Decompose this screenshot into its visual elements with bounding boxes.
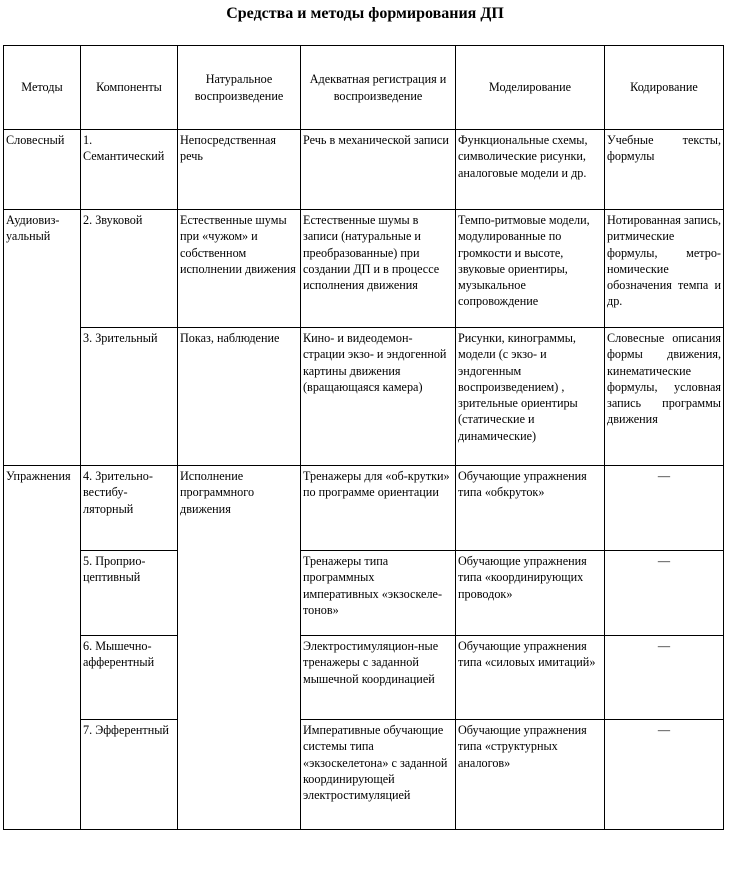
table-row [4, 130, 724, 210]
header-coding: Кодирование [605, 46, 724, 130]
cell-adequate: Речь в механической записи [301, 130, 456, 210]
cell-natural: Исполнение программного движения [178, 466, 301, 830]
table-row [4, 636, 724, 720]
cell-method: Аудиовиз-уальный [4, 210, 81, 466]
cell-component: 5. Проприо-цептивный [81, 551, 178, 636]
table-row [4, 328, 724, 466]
cell-modeling: Темпо-ритмовые модели, модулированные по громкости и высоте, звуковые ориентиры, музыкальное сопровождение [456, 210, 605, 328]
cell-component: 2. Звуковой [81, 210, 178, 328]
cell-coding: — [605, 636, 724, 720]
cell-coding: Нотированная запись, ритмические формулы, метро-номические обозначения темпа и др. [605, 210, 724, 328]
header-modeling: Моделирование [456, 46, 605, 130]
table-row [4, 551, 724, 636]
cell-adequate: Императивные обучающие системы типа «экзоскелетона» с заданной координирующей электростимуляцией [301, 720, 456, 830]
cell-modeling: Обучающие упражнения типа «координирующих проводок» [456, 551, 605, 636]
cell-method: Словесный [4, 130, 81, 210]
table-row [4, 466, 724, 551]
table-header-row [4, 46, 724, 130]
cell-adequate: Естественные шумы в записи (натуральные и преобразованные) при создании ДП и в процессе исполнения движения [301, 210, 456, 328]
cell-coding: Учебные тексты, формулы [605, 130, 724, 210]
cell-component: 6. Мышечно-афферентный [81, 636, 178, 720]
cell-component: 1. Семантический [81, 130, 178, 210]
header-natural: Натуральное воспроизведение [178, 46, 301, 130]
cell-natural: Показ, наблюдение [178, 328, 301, 466]
cell-component: 4. Зрительно-вестибу-ляторный [81, 466, 178, 551]
table-row [4, 210, 724, 328]
cell-coding: Словесные описания формы движения, кинематические формулы, условная запись программы движения [605, 328, 724, 466]
cell-coding: — [605, 466, 724, 551]
cell-modeling: Обучающие упражнения типа «обкруток» [456, 466, 605, 551]
cell-method: Упражнения [4, 466, 81, 830]
cell-adequate: Тренажеры типа программных императивных «экзоскеле-тонов» [301, 551, 456, 636]
cell-natural: Естественные шумы при «чужом» и собственном исполнении движения [178, 210, 301, 328]
cell-modeling: Функциональные схемы, символические рисунки, аналоговые модели и др. [456, 130, 605, 210]
cell-coding: — [605, 551, 724, 636]
cell-natural: Непосредственная речь [178, 130, 301, 210]
header-adequate: Адекватная регистрация и воспроизведение [301, 46, 456, 130]
cell-modeling: Рисунки, кинограммы, модели (с экзо- и эндогенным воспроизведением) , зрительные ориентиры (статические и динамические) [456, 328, 605, 466]
cell-adequate: Электростимуляцион-ные тренажеры с заданной мышечной координацией [301, 636, 456, 720]
cell-adequate: Тренажеры для «об-крутки» по программе ориентации [301, 466, 456, 551]
header-methods: Методы [4, 46, 81, 130]
table-row [4, 720, 724, 830]
methods-table [3, 45, 724, 830]
cell-modeling: Обучающие упражнения типа «силовых имитаций» [456, 636, 605, 720]
cell-modeling: Обучающие упражнения типа «структурных аналогов» [456, 720, 605, 830]
page-title: Средства и методы формирования ДП [226, 5, 504, 22]
header-components: Компоненты [81, 46, 178, 130]
cell-component: 3. Зрительный [81, 328, 178, 466]
cell-component: 7. Эфферентный [81, 720, 178, 830]
cell-coding: — [605, 720, 724, 830]
cell-adequate: Кино- и видеодемон-страции экзо- и эндогенной картины движения (вращающаяся камера) [301, 328, 456, 466]
